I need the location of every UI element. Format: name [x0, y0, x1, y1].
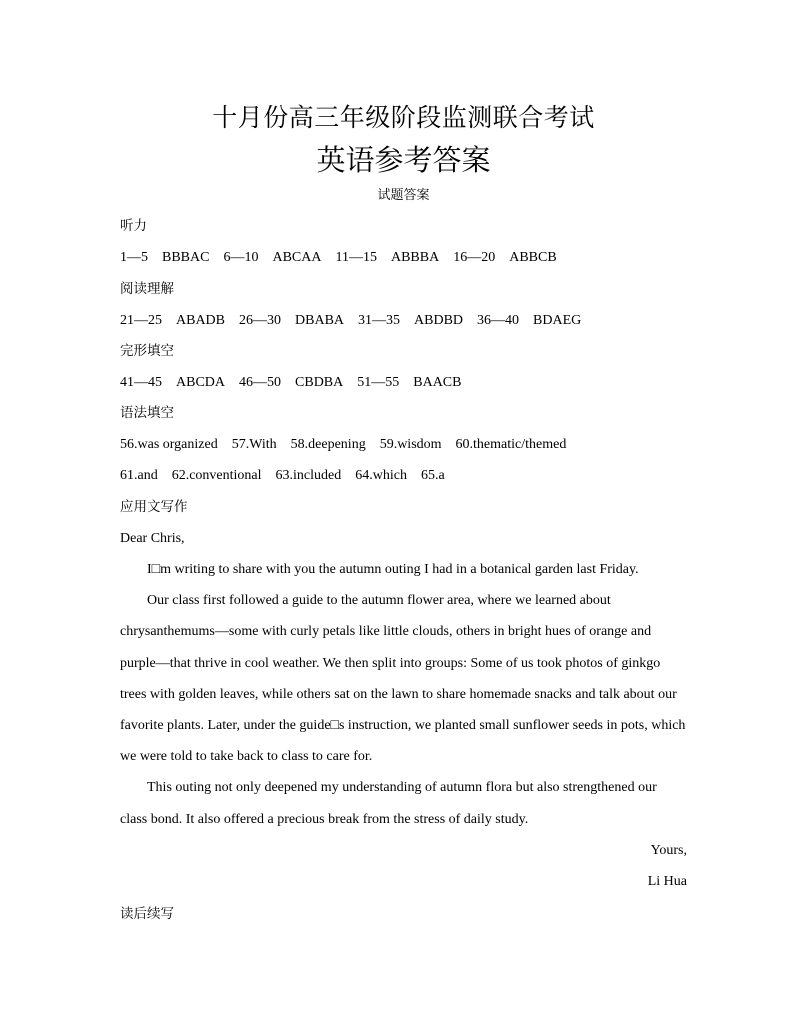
- grammar-answer: 56.was organized: [120, 437, 218, 452]
- section-heading-reading: 阅读理解: [120, 281, 174, 297]
- document-subtitle: 试题答案: [377, 188, 430, 203]
- answer-row-listening: [120, 248, 571, 268]
- answer-range: 1—5: [120, 250, 148, 265]
- answer-range: 51—55: [357, 375, 400, 390]
- section-heading-listening: 听力: [120, 218, 147, 234]
- grammar-answer: 61.and: [120, 468, 158, 483]
- grammar-answer: 57.With: [231, 437, 277, 452]
- answer-key: ABCAA: [272, 250, 322, 265]
- section-heading-cloze: 完形填空: [120, 343, 174, 359]
- letter-line: trees with golden leaves, while others sat on the lawn to share homemade snacks and talk about our: [120, 687, 677, 702]
- letter-line: This outing not only deepened my understanding of autumn flora but also strengthened our: [147, 780, 657, 795]
- answer-range: 21—25: [120, 313, 162, 328]
- answer-key: ABADB: [176, 313, 226, 328]
- letter-line: chrysanthemums—some with curly petals like little clouds, others in bright hues of orange and: [120, 624, 652, 639]
- answer-range: 26—30: [239, 313, 282, 328]
- answer-row-reading: [120, 311, 595, 331]
- answer-range: 36—40: [477, 313, 520, 328]
- exam-title: 十月份高三年级阶段监测联合考试: [212, 103, 595, 132]
- answer-key: BBBAC: [162, 250, 210, 265]
- answer-range: 46—50: [239, 375, 282, 390]
- letter-line: Our class first followed a guide to the autumn flower area, where we learned about: [147, 593, 611, 608]
- letter-salutation: Dear Chris,: [120, 531, 185, 546]
- document-title: 英语参考答案: [316, 143, 491, 177]
- grammar-answer: 64.which: [355, 468, 407, 483]
- answer-range: 41—45: [120, 375, 162, 390]
- section-heading-writing: 应用文写作: [120, 499, 188, 515]
- answer-range: 31—35: [358, 313, 401, 328]
- grammar-answer: 60.thematic/themed: [455, 437, 567, 452]
- grammar-answer: 65.a: [420, 468, 445, 483]
- answer-key: BDAEG: [533, 313, 582, 328]
- grammar-answer: 62.conventional: [171, 468, 262, 483]
- grammar-answers-row-2: [120, 466, 459, 486]
- letter-signature: Li Hua: [647, 874, 687, 889]
- letter-line: class bond. It also offered a precious break from the stress of daily study.: [120, 812, 529, 827]
- letter-line: favorite plants. Later, under the guide□s instruction, we planted small sunflower seeds in pots, which: [120, 718, 686, 733]
- answer-key: CBDBA: [295, 375, 344, 390]
- section-heading-grammar: 语法填空: [120, 405, 174, 421]
- grammar-answers-row-1: [120, 435, 580, 455]
- answer-key: ABBBA: [390, 250, 440, 265]
- letter-line: we were told to take back to class to care for.: [120, 749, 373, 764]
- answer-key: BAACB: [413, 375, 462, 390]
- letter-line: purple—that thrive in cool weather. We then split into groups: Some of us took photos of ginkgo: [120, 656, 661, 671]
- answer-row-cloze: [120, 373, 475, 393]
- answer-key: DBABA: [295, 313, 345, 328]
- answer-key: ABBCB: [509, 250, 557, 265]
- grammar-answer: 63.included: [275, 468, 342, 483]
- answer-key: ABDBD: [414, 313, 464, 328]
- letter-closing: Yours,: [650, 843, 687, 858]
- section-heading-continuation: 读后续写: [120, 906, 174, 922]
- grammar-answer: 59.wisdom: [379, 437, 442, 452]
- answer-range: 16—20: [453, 250, 496, 265]
- answer-range: 6—10: [223, 250, 259, 265]
- answer-range: 11—15: [335, 250, 377, 265]
- grammar-answer: 58.deepening: [290, 437, 366, 452]
- answer-key: ABCDA: [176, 375, 226, 390]
- letter-line: I□m writing to share with you the autumn outing I had in a botanical garden last Friday.: [147, 562, 639, 577]
